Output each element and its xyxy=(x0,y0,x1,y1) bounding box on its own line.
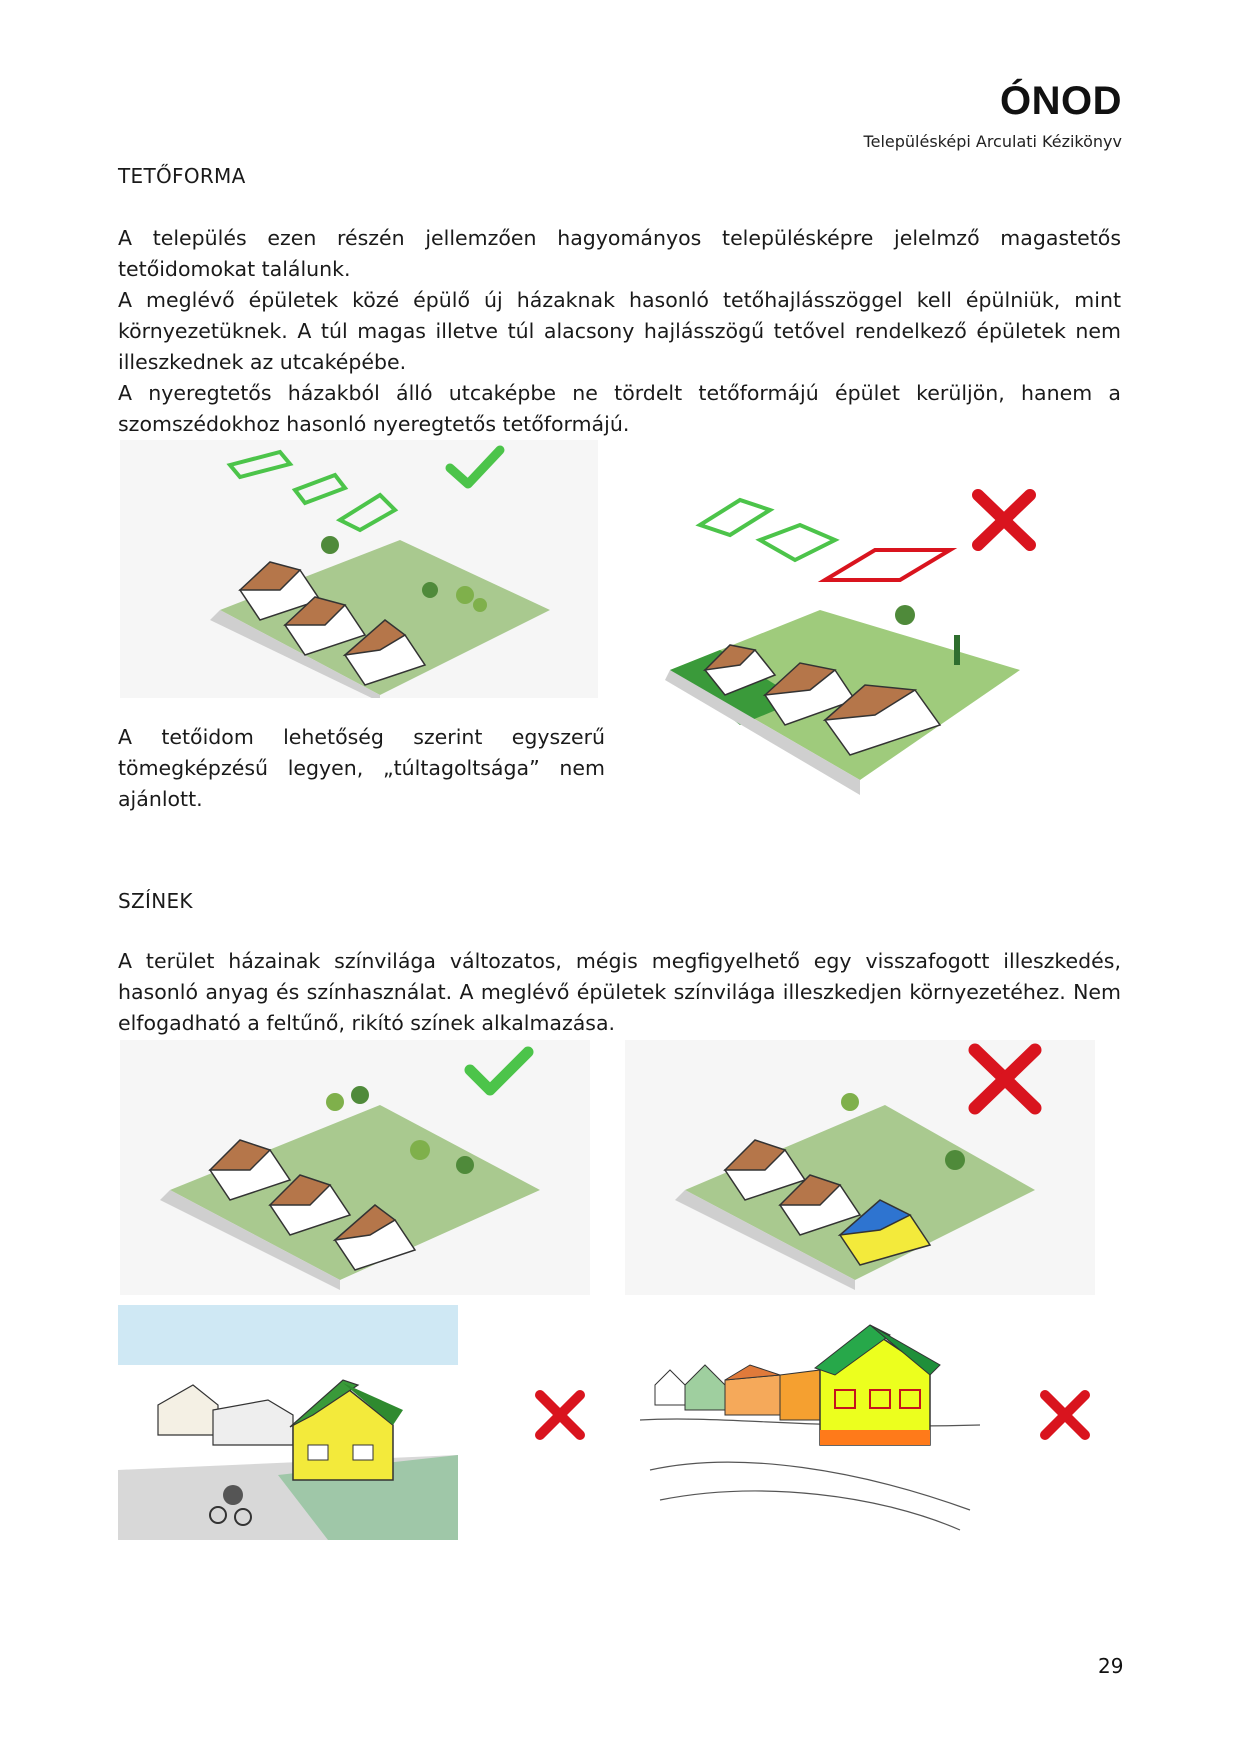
colors-text xyxy=(118,946,1121,1039)
roof-correct-illustration xyxy=(120,440,598,698)
street-yellow-house-illustration xyxy=(118,1305,458,1540)
colors-wrong-illustration xyxy=(625,1040,1095,1295)
section-heading-colors: SZÍNEK xyxy=(118,889,193,913)
roof-paragraph-3: A nyeregtetős házakból álló utcaképbe ne tördelt tetőformájú épület kerüljön, hanem a szomszédokhoz hasonló nyeregtetős tetőformájú. xyxy=(118,381,1121,436)
document-header xyxy=(864,78,1122,152)
wrong-mark-colorful xyxy=(1035,1385,1095,1445)
colorful-houses-illustration xyxy=(640,1320,980,1535)
header-subtitle: Településképi Arculati Kézikönyv xyxy=(863,132,1122,151)
roof-text xyxy=(118,223,1121,440)
page-number: 29 xyxy=(1098,1654,1124,1678)
roof-paragraph-2: A meglévő épületek közé épülő új házaknak hasonló tetőhajlásszöggel kell épülniük, mint környezetüknek. A túl magas illetve túl alacsony hajlásszögű tetővel rendelkező épületek nem illeszkednek az utcaképébe. xyxy=(118,288,1121,374)
header-title: ÓNOD xyxy=(1000,79,1122,123)
roof-caption: A tetőidom lehetőség szerint egyszerű tömegképzésű legyen, „túltagoltsága” nem ajánlott. xyxy=(118,725,605,811)
roof-wrong-illustration xyxy=(660,485,1060,795)
colors-correct-illustration xyxy=(120,1040,590,1295)
wrong-mark-street xyxy=(530,1385,590,1445)
roof-paragraph-1: A település ezen részén jellemzően hagyományos településképre jelelmző magastetős tetőidomokat találunk. xyxy=(118,226,1121,281)
colors-paragraph: A terület házainak színvilága változatos, mégis megfigyelhető egy visszafogott illeszkedés, hasonló anyag és színhasználat. A meglévő épületek színvilága illeszkedjen környezetéhez. Nem elfogadható a feltűnő, rikító színek alkalmazása. xyxy=(118,949,1121,1035)
section-heading-roof: TETŐFORMA xyxy=(118,164,246,188)
